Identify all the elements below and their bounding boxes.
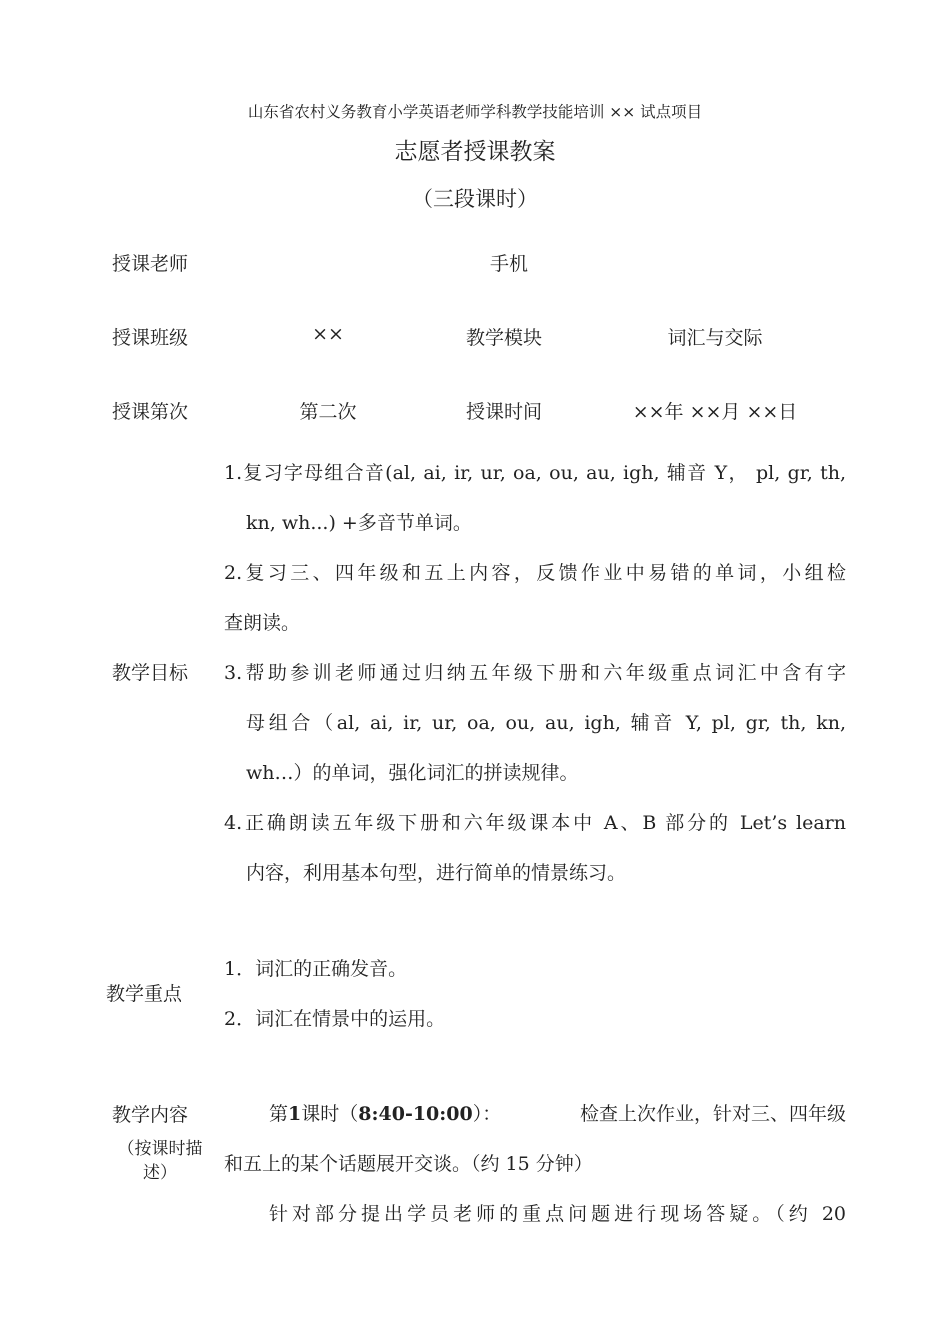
time-label: 授课时间 [466, 401, 543, 423]
class-label: 授课班级 [112, 327, 189, 349]
period-1-line-3: 针对部分提出学员老师的重点问题进行现场答疑。（约 20 [269, 1203, 846, 1225]
content-label: 教学内容 [112, 1104, 189, 1126]
objective-4-line-2: 内容，利用基本句型，进行简单的情景练习。 [246, 862, 627, 884]
objective-2-line-2: 查朗读。 [224, 612, 301, 634]
time-value: ××年 ××月 ××日 [632, 401, 798, 423]
session-label: 授课第次 [112, 401, 189, 423]
objectives-label: 教学目标 [112, 662, 189, 684]
document-title: 志愿者授课教案 [394, 139, 556, 165]
content-sublabel [110, 1137, 210, 1185]
period-word: 课时（ [301, 1103, 359, 1125]
content-sublabel-line-1: （按课时描 [117, 1139, 203, 1159]
module-value: 词汇与交际 [667, 327, 763, 349]
project-title: 山东省农村义务教育小学英语老师学科教学技能培训 ×× 试点项目 [247, 103, 703, 121]
objective-1-line-2: kn, wh...) +多音节单词。 [246, 512, 472, 534]
objectives-list [224, 448, 846, 898]
period-1-text: 检查上次作业，针对三、四年级 [579, 1103, 846, 1125]
period-1-heading [269, 1099, 501, 1126]
objective-3-line-2: 母组合（al, ai, ir, ur, oa, ou, au, igh, 辅音 Y, pl, gr, th, kn, [246, 712, 846, 734]
objective-4-line-1: 4.正确朗读五年级下册和六年级课本中 A、B 部分的 Let’s learn [224, 812, 846, 834]
objective-1-line-1: 1.复习字母组合音(al, ai, ir, ur, oa, ou, au, igh, 辅音 Y， pl, gr, th, [224, 462, 846, 484]
period-1-line-1 [269, 1099, 846, 1126]
session-value: 第二次 [299, 401, 357, 423]
document-subtitle: （三段课时） [412, 187, 538, 211]
period-close: ）： [472, 1103, 502, 1125]
class-value: ×× [312, 323, 344, 345]
teacher-label: 授课老师 [112, 253, 189, 275]
key-point-1: 1．词汇的正确发音。 [224, 958, 408, 980]
teacher-value: 手机 [489, 253, 528, 275]
period-1-line-2: 和五上的某个话题展开交谈。（约 15 分钟） [224, 1153, 593, 1175]
period-time: 8:40-10:00 [358, 1103, 473, 1125]
period-prefix: 第 [269, 1103, 289, 1125]
objective-3-line-1: 3.帮助参训老师通过归纳五年级下册和六年级重点词汇中含有字 [224, 662, 846, 684]
objective-3-line-3: wh…）的单词，强化词汇的拼读规律。 [246, 762, 579, 784]
period-number: 1 [288, 1103, 302, 1125]
objective-2-line-1: 2.复习三、四年级和五上内容，反馈作业中易错的单词，小组检 [224, 562, 846, 584]
module-label: 教学模块 [466, 327, 543, 349]
key-point-2: 2．词汇在情景中的运用。 [224, 1008, 446, 1030]
content-sublabel-line-2: 述） [143, 1163, 177, 1183]
key-points-label: 教学重点 [106, 983, 183, 1005]
